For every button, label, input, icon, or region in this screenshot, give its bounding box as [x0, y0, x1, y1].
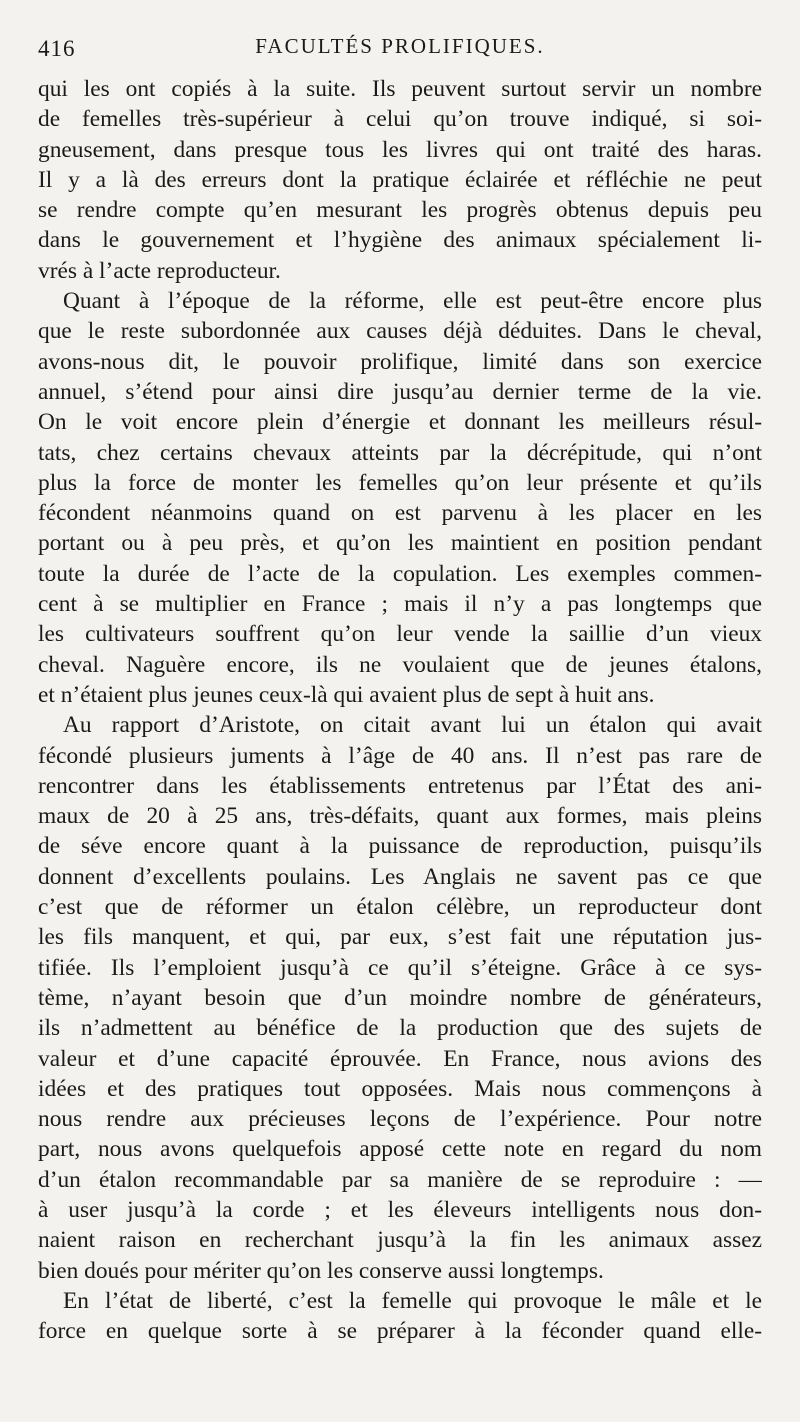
- text-line: gneusement, dans presque tous les livres qui ont traité des haras.: [38, 136, 762, 163]
- text-line: dans le gouvernement et l’hygiène des animaux spécialement li-: [38, 227, 762, 254]
- text-line: Il y a là des erreurs dont la pratique éclairée et réfléchie ne peut: [38, 166, 762, 193]
- text-line: annuel, s’étend pour ainsi dire jusqu’au dernier terme de la vie.: [38, 378, 762, 405]
- text-line: que le reste subordonnée aux causes déjà déduites. Dans le cheval,: [38, 318, 762, 345]
- text-line: valeur et d’une capacité éprouvée. En France, nous avions des: [38, 1045, 762, 1072]
- page-header: [38, 30, 762, 74]
- text-line: bien doués pour mériter qu’on les conserve aussi longtemps.: [38, 1257, 604, 1284]
- text-line: toute la durée de l’acte de la copulation. Les exemples commen-: [38, 560, 762, 587]
- text-line: vrés à l’acte reproducteur.: [38, 257, 281, 284]
- text-line: les fils manquent, et qui, par eux, s’est fait une réputation jus-: [38, 924, 762, 951]
- text-line: tats, chez certains chevaux atteints par la décrépitude, qui n’ont: [38, 439, 762, 466]
- text-line: nous rendre aux précieuses leçons de l’expérience. Pour notre: [38, 1106, 762, 1133]
- text-line: de séve encore quant à la puissance de reproduction, puisqu’ils: [38, 833, 762, 860]
- page-number: 416: [38, 36, 76, 61]
- body-text: [38, 74, 762, 1346]
- text-line: Quant à l’époque de la réforme, elle est peut-être encore plus: [63, 288, 762, 315]
- text-line: cent à se multiplier en France ; mais il n’y a pas longtemps que: [38, 591, 762, 618]
- text-line: part, nous avons quelquefois apposé cette note en regard du nom: [38, 1136, 762, 1163]
- text-line: se rendre compte qu’en mesurant les progrès obtenus depuis peu: [38, 197, 762, 224]
- text-line: plus la force de monter les femelles qu’on leur présente et qu’ils: [38, 469, 762, 496]
- text-line: fécondent néanmoins quand on est parvenu à les placer en les: [38, 500, 762, 527]
- text-line: idées et des pratiques tout opposées. Mais nous commençons à: [38, 1075, 762, 1102]
- text-line: Au rapport d’Aristote, on citait avant lui un étalon qui avait: [63, 712, 762, 739]
- text-line: rencontrer dans les établissements entretenus par l’État des ani-: [38, 772, 762, 799]
- text-line: maux de 20 à 25 ans, très-défaits, quant aux formes, mais pleins: [38, 803, 762, 830]
- text-line: tifiée. Ils l’emploient jusqu’à ce qu’il s’éteigne. Grâce à ce sys-: [38, 954, 762, 981]
- running-title: FACULTÉS PROLIFIQUES.: [255, 34, 545, 58]
- text-line: qui les ont copiés à la suite. Ils peuvent surtout servir un nombre: [38, 76, 762, 102]
- text-line: En l’état de liberté, c’est la femelle qui provoque le mâle et le: [63, 1287, 762, 1314]
- text-line: ils n’admettent au bénéfice de la production que des sujets de: [38, 1015, 762, 1042]
- text-line: les cultivateurs souffrent qu’on leur vende la saillie d’un vieux: [38, 621, 762, 648]
- text-line: fécondé plusieurs juments à l’âge de 40 ans. Il n’est pas rare de: [38, 742, 762, 769]
- text-line: naient raison en recherchant jusqu’à la fin les animaux assez: [38, 1227, 762, 1254]
- text-line: donnent d’excellents poulains. Les Anglais ne savent pas ce que: [38, 863, 762, 890]
- text-line: avons-nous dit, le pouvoir prolifique, limité dans son exercice: [38, 348, 762, 375]
- text-line: force en quelque sorte à se préparer à la féconder quand elle-: [38, 1318, 762, 1345]
- text-line: portant ou à peu près, et qu’on les maintient en position pendant: [38, 530, 762, 557]
- text-line: tème, n’ayant besoin que d’un moindre nombre de générateurs,: [38, 984, 762, 1011]
- text-line: c’est que de réformer un étalon célèbre, un reproducteur dont: [38, 894, 762, 921]
- text-line: de femelles très-supérieur à celui qu’on trouve indiqué, si soi-: [38, 106, 762, 133]
- text-line: et n’étaient plus jeunes ceux-là qui avaient plus de sept à huit ans.: [38, 681, 655, 708]
- text-line: On le voit encore plein d’énergie et donnant les meilleurs résul-: [38, 409, 762, 436]
- text-line: d’un étalon recommandable par sa manière de se reproduire : —: [38, 1166, 762, 1193]
- text-line: à user jusqu’à la corde ; et les éleveurs intelligents nous don-: [38, 1196, 762, 1223]
- text-line: cheval. Naguère encore, ils ne voulaient que de jeunes étalons,: [38, 651, 762, 678]
